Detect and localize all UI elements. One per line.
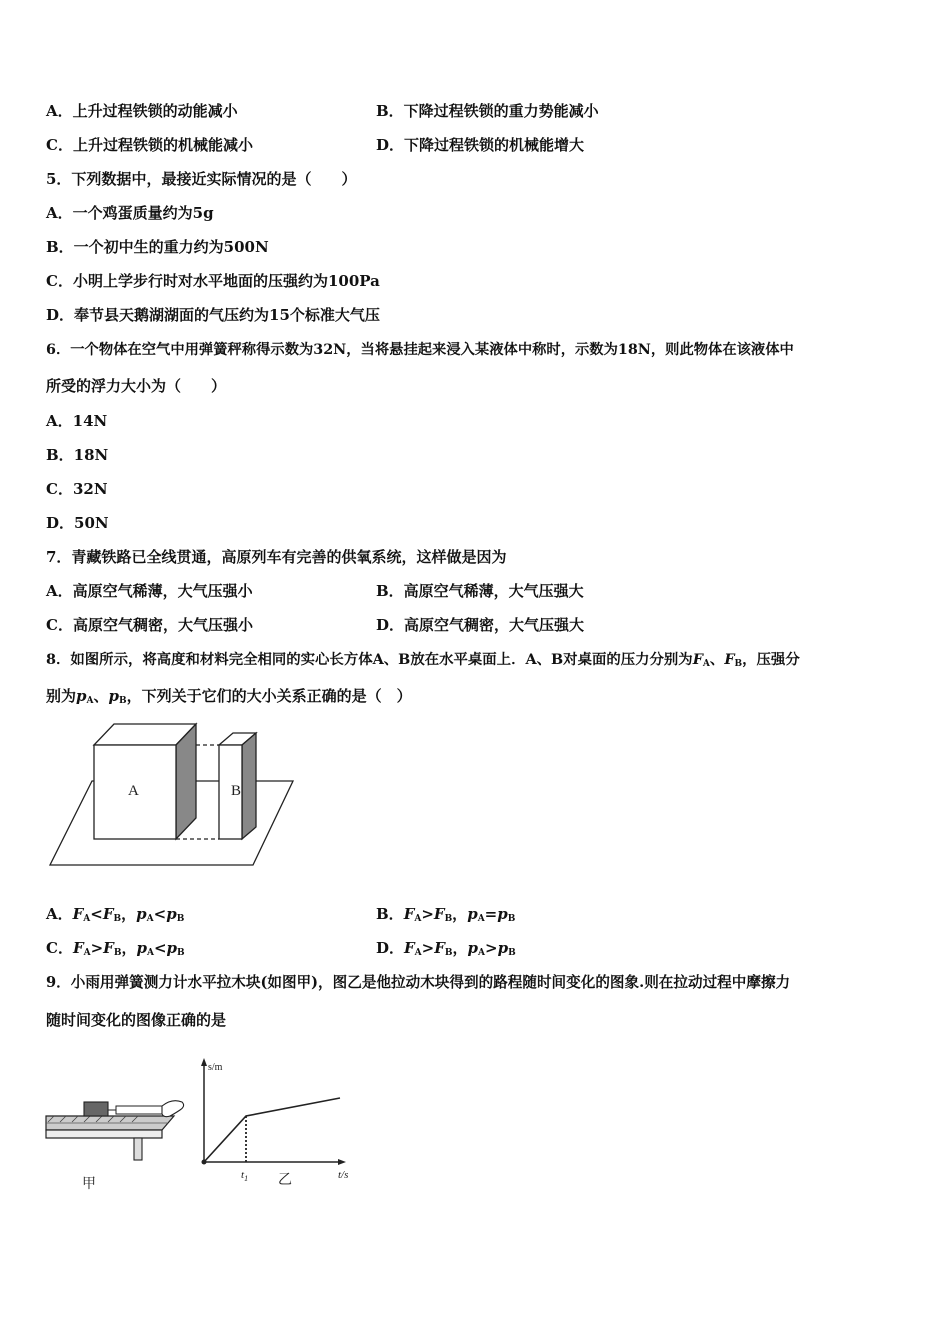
q8-stem-line1: 8．如图所示，将高度和材料完全相同的实心长方体A、B放在水平桌面上．A、B对桌面的压力分别为$F_A$、$F_B$，压强分 bbox=[46, 651, 800, 669]
q9-label-yi: 乙 bbox=[278, 1172, 292, 1188]
q7-option-d[interactable]: D．高原空气稠密，大气压强大 bbox=[376, 616, 585, 634]
q8-label-b: B bbox=[231, 783, 242, 799]
q9-stem-line2: 随时间变化的图像正确的是 bbox=[46, 1011, 227, 1029]
q7-stem: 7．青藏铁路已全线贯通，高原列车有完善的供氧系统，这样做是因为 bbox=[46, 548, 507, 566]
axis-x-label: t/s bbox=[338, 1169, 349, 1181]
st-curve bbox=[204, 1098, 340, 1162]
q4-option-a[interactable]: A．上升过程铁锁的动能减小 bbox=[46, 102, 238, 120]
q8-label-a: A bbox=[128, 783, 139, 799]
q5-option-a[interactable]: A．一个鸡蛋质量约为5g bbox=[46, 204, 214, 222]
q8-option-d[interactable]: D．$F_A>F_B$，$p_A>p_B$ bbox=[376, 939, 516, 958]
q5-option-d[interactable]: D．奉节县天鹅湖湖面的气压约为15个标准大气压 bbox=[46, 306, 380, 324]
q8-option-c[interactable]: C．$F_A>F_B$，$p_A<p_B$ bbox=[46, 939, 185, 958]
tick-t1: $t_1$ bbox=[241, 1169, 249, 1183]
q4-option-c[interactable]: C．上升过程铁锁的机械能减小 bbox=[46, 136, 253, 154]
q7-option-c[interactable]: C．高原空气稠密，大气压强小 bbox=[46, 616, 253, 634]
q8-figure bbox=[46, 720, 306, 870]
q8-option-b[interactable]: B．$F_A>F_B$，$p_A=p_B$ bbox=[376, 905, 516, 924]
q6-stem-line1: 6．一个物体在空气中用弹簧秤称得示数为32N，当将悬挂起来浸入某液体中称时，示数为18N，则此物体在该液体中 bbox=[46, 342, 794, 358]
q6-option-b[interactable]: B．18N bbox=[46, 446, 109, 464]
q6-stem-line2: 所受的浮力大小为（ ） bbox=[46, 377, 227, 395]
q6-option-d[interactable]: D．50N bbox=[46, 514, 109, 532]
q5-option-c[interactable]: C．小明上学步行时对水平地面的压强约为100Pa bbox=[46, 272, 380, 290]
q8-option-a[interactable]: A．$F_A<F_B$，$p_A<p_B$ bbox=[46, 905, 185, 924]
q5-stem: 5．下列数据中，最接近实际情况的是（ ） bbox=[46, 170, 357, 188]
q7-option-a[interactable]: A．高原空气稀薄，大气压强小 bbox=[46, 582, 253, 600]
q9-figure-jia bbox=[44, 1090, 194, 1200]
axis-y-label: s/m bbox=[208, 1062, 223, 1073]
q7-option-b[interactable]: B．高原空气稀薄，大气压强大 bbox=[376, 582, 584, 600]
q6-option-a[interactable]: A．14N bbox=[46, 412, 108, 430]
q9-label-jia: 甲 bbox=[82, 1176, 96, 1192]
q5-option-b[interactable]: B．一个初中生的重力约为500N bbox=[46, 238, 269, 256]
q8-stem-line2: 别为$p_A$、$p_B$，下列关于它们的大小关系正确的是（ ） bbox=[46, 687, 412, 706]
q9-figure-yi bbox=[192, 1056, 362, 1196]
q4-option-b[interactable]: B．下降过程铁锁的重力势能减小 bbox=[376, 102, 599, 120]
q9-stem-line1: 9．小雨用弹簧测力计水平拉木块(如图甲)，图乙是他拉动木块得到的路程随时间变化的图象.则在拉动过程中摩擦力 bbox=[46, 974, 791, 991]
q6-option-c[interactable]: C．32N bbox=[46, 480, 108, 498]
q4-option-d[interactable]: D．下降过程铁锁的机械能增大 bbox=[376, 136, 585, 154]
